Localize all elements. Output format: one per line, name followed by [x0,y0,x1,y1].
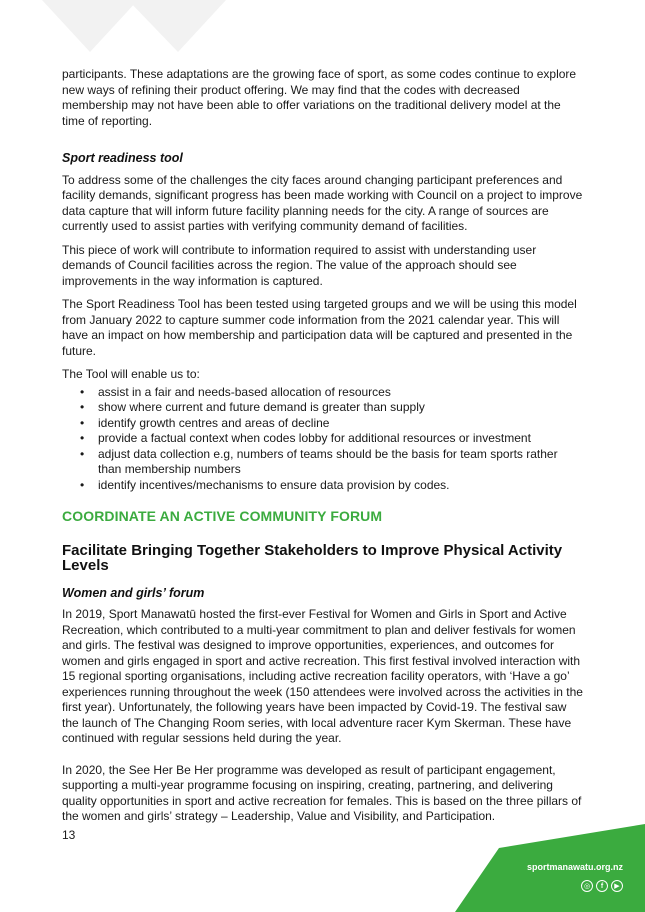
instagram-icon[interactable]: ◎ [581,880,593,892]
section-subheading: Facilitate Bringing Together Stakeholders to Improve Physical Activity Levels [62,541,563,574]
bullet-item: • identify growth centres and areas of decline [98,416,584,432]
chevron-shape-left [42,0,138,52]
facebook-icon[interactable]: f [596,880,608,892]
page-content [62,67,584,833]
sport-readiness-heading: Sport readiness tool [62,151,183,165]
bullet-item: • adjust data collection e.g, numbers of teams should be the basis for team sports rather than membership numbers [98,447,584,478]
intro-paragraph: participants. These adaptations are the growing face of sport, as some codes continue to explore new ways of refining their product offering. We may find that the codes with decreased membership may not have been able to offer variations on the traditional delivery model at the time of reporting. [62,67,577,128]
bullet-item: • assist in a fair and needs-based allocation of resources [98,385,584,401]
bullet-item: • show where current and future demand is greater than supply [98,400,584,416]
tool-list-intro: The Tool will enable us to: [62,367,200,381]
womens-forum-paragraph-2: In 2020, the See Her Be Her programme was developed as result of participant engagement, supporting a multi-year programme focusing on inspiring, creating, partnering, and delivering quality opportunities in sport and active recreation for females. This is based on the three pillars of the women and girls’ strategy – Leadership, Value and Visibility, and Participation. [62,762,582,823]
social-icons [581,880,623,892]
sport-readiness-paragraph-1: To address some of the challenges the city faces around changing participant preferences and facility demands, significant progress has been made working with Council on a project to improve data capture that will inform future facility planning needs for the city. A range of sources are currently used to assist parties with verifying community demand of facilities. [62,172,583,233]
section-heading: COORDINATE AN ACTIVE COMMUNITY FORUM [62,508,383,524]
womens-forum-paragraph-1: In 2019, Sport Manawatū hosted the first-ever Festival for Women and Girls in Sport and Active Recreation, which contributed to a multi-year commitment to plan and deliver festivals for women and girls. The festival was designed to improve opportunities, experiences, and outcomes for women and girls engaged in sport and active recreation. This first festival involved interaction with 15 regional sporting organisations, including active recreation facility operators, with ‘Have a go’ experiences running throughout the week (150 attendees were involved across the activities in the first year). Unfortunately, the following years have been impacted by Covid-19. The festival saw the launch of The Changing Room series, with local adventure racer Kym Skerman. These have continued with regular sessions held during the year. [62,607,583,745]
page-number: 13 [62,828,76,842]
tool-bullet-list [62,385,584,494]
youtube-icon[interactable]: ▶ [611,880,623,892]
bullet-item: • identify incentives/mechanisms to ensure data provision by codes. [98,478,584,494]
header-chevron-decoration [0,0,260,60]
sport-readiness-paragraph-3: The Sport Readiness Tool has been tested using targeted groups and we will be using this model from January 2022 to capture summer code information from the 2021 calendar year. This will have an impact on how membership and participation data will be captured and presented in the future. [62,297,577,358]
footer-website[interactable]: sportmanawatu.org.nz [526,862,623,872]
womens-forum-heading: Women and girls’ forum [62,585,205,600]
sport-readiness-paragraph-2: This piece of work will contribute to information required to assist with understanding user demands of Council facilities across the region. The value of the approach should see improvements in the way information is captured. [62,242,537,288]
bullet-item: • provide a factual context when codes lobby for additional resources or investment [98,431,584,447]
chevron-shape-right [128,0,226,52]
